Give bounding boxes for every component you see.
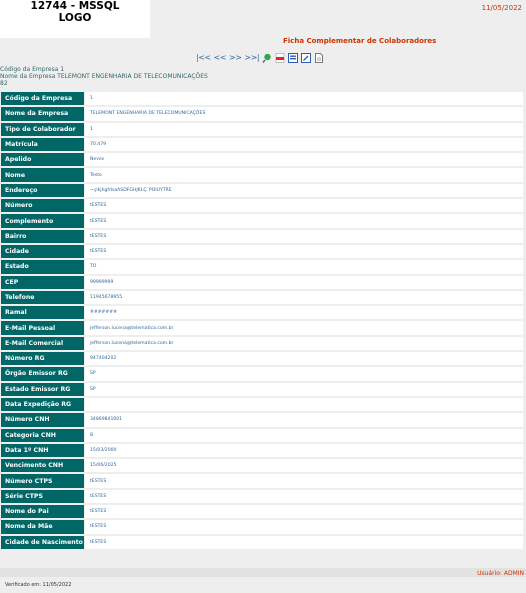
table-row [1,536,523,549]
field-value: jefferson.lucena@telematica.com.br [85,337,523,350]
nav-first-button[interactable]: |<< [196,53,211,62]
field-label: Cidade [1,245,84,258]
field-label: Ramal [1,306,84,319]
footer-bar [0,568,526,577]
nav-last-button[interactable]: >>| [244,53,260,62]
field-value: 11945678955 [85,291,523,304]
table-row [1,505,523,518]
table-row [1,444,523,457]
company-logo [0,0,150,38]
field-label: Vencimento CNH [1,459,84,472]
field-label: Série CTPS [1,490,84,503]
field-value: TELEMONT ENGENHARIA DE TELECOMUNICAÇÕES [85,107,523,120]
user-label: Usuário: ADMIN [477,570,524,577]
table-row [1,230,523,243]
field-value: tESTES [85,245,523,258]
header-date: 11/05/2022 [481,4,522,12]
field-label: Tipo de Colaborador [1,123,84,136]
table-row [1,107,523,120]
table-row [1,306,523,319]
table-row [1,260,523,273]
field-value: tESTES [85,490,523,503]
field-value: ~çlkjhgfdsaASDFGHJKLÇ`POIUYTRE [85,184,523,197]
table-row [1,291,523,304]
logo-line-1: 12744 - MSSQL [30,0,120,12]
field-label: Telefone [1,291,84,304]
table-row [1,153,523,166]
field-value: B [85,429,523,442]
table-row [1,490,523,503]
field-label: CEP [1,276,84,289]
field-label: E-Mail Pessoal [1,321,84,334]
field-value: 1 [85,92,523,105]
document-icon[interactable] [314,53,324,63]
table-row [1,352,523,365]
field-label: Bairro [1,230,84,243]
company-name-line: Nome da Empresa TELEMONT ENGENHARIA DE TELECOMUNICAÇÕES [0,73,208,80]
field-label: Nome da Empresa [1,107,84,120]
logo-line-2: LOGO [58,12,92,24]
table-row [1,245,523,258]
verified-date: Verificado em: 11/05/2022 [5,582,72,588]
table-row [1,337,523,350]
field-label: Código da Empresa [1,92,84,105]
field-value: 99999999 [85,276,523,289]
field-value: 34869841001 [85,413,523,426]
table-row [1,383,523,396]
field-label: Data 1º CNH [1,444,84,457]
field-value: tESTES [85,520,523,533]
table-row [1,398,523,411]
table-row [1,459,523,472]
company-code-line: Código da Empresa 1 [0,66,65,73]
field-label: Estado [1,260,84,273]
field-value: tESTES [85,230,523,243]
field-label: Nome do Pai [1,505,84,518]
page-title: Ficha Complementar de Colaboradores [283,37,437,45]
field-label: Cidade de Nascimento [1,536,84,549]
field-label: Nome [1,168,84,181]
field-value: tESTES [85,536,523,549]
field-label: Estado Emissor RG [1,383,84,396]
table-row [1,184,523,197]
table-row [1,123,523,136]
table-row [1,321,523,334]
field-value: Neves [85,153,523,166]
table-row [1,168,523,181]
field-value: 1 [85,123,523,136]
table-row [1,214,523,227]
field-value: SP [85,367,523,380]
spreadsheet-icon[interactable] [288,53,298,63]
field-value: 15/03/2000 [85,444,523,457]
field-value: tESTES [85,214,523,227]
table-row [1,429,523,442]
nav-prev-button[interactable]: << [213,53,227,62]
table-row [1,474,523,487]
field-label: Complemento [1,214,84,227]
field-label: Matrícula [1,138,84,151]
field-value: ####### [85,306,523,319]
field-value: Teste [85,168,523,181]
table-row [1,199,523,212]
field-label: Número [1,199,84,212]
table-row [1,92,523,105]
field-label: Número CTPS [1,474,84,487]
table-row [1,520,523,533]
field-value: 947404202 [85,352,523,365]
table-row [1,413,523,426]
table-row [1,367,523,380]
table-row [1,138,523,151]
field-label: Órgão Emissor RG [1,367,84,380]
field-value: tESTES [85,505,523,518]
field-value: 70.479 [85,138,523,151]
field-value: jefferson.lucena@telematica.com.br [85,321,523,334]
pdf-icon[interactable] [275,53,285,63]
field-value: tESTES [85,474,523,487]
nav-next-button[interactable]: >> [229,53,242,62]
field-label: Número RG [1,352,84,365]
search-icon[interactable] [262,53,272,63]
company-info [0,66,208,87]
field-label: Nome da Mãe [1,520,84,533]
field-value: tESTES [85,199,523,212]
field-label: Data Expedição RG [1,398,84,411]
edit-icon[interactable] [301,53,311,63]
field-label: Apelido [1,153,84,166]
field-value: 15/06/2025 [85,459,523,472]
employee-details-table [0,90,524,551]
field-label: Categoria CNH [1,429,84,442]
toolbar [196,52,324,64]
field-label: Número CNH [1,413,84,426]
record-number-line: 82 [0,80,8,87]
field-value [85,398,523,411]
field-label: E-Mail Comercial [1,337,84,350]
field-label: Endereço [1,184,84,197]
field-value: TO [85,260,523,273]
field-value: SP [85,383,523,396]
table-row [1,276,523,289]
